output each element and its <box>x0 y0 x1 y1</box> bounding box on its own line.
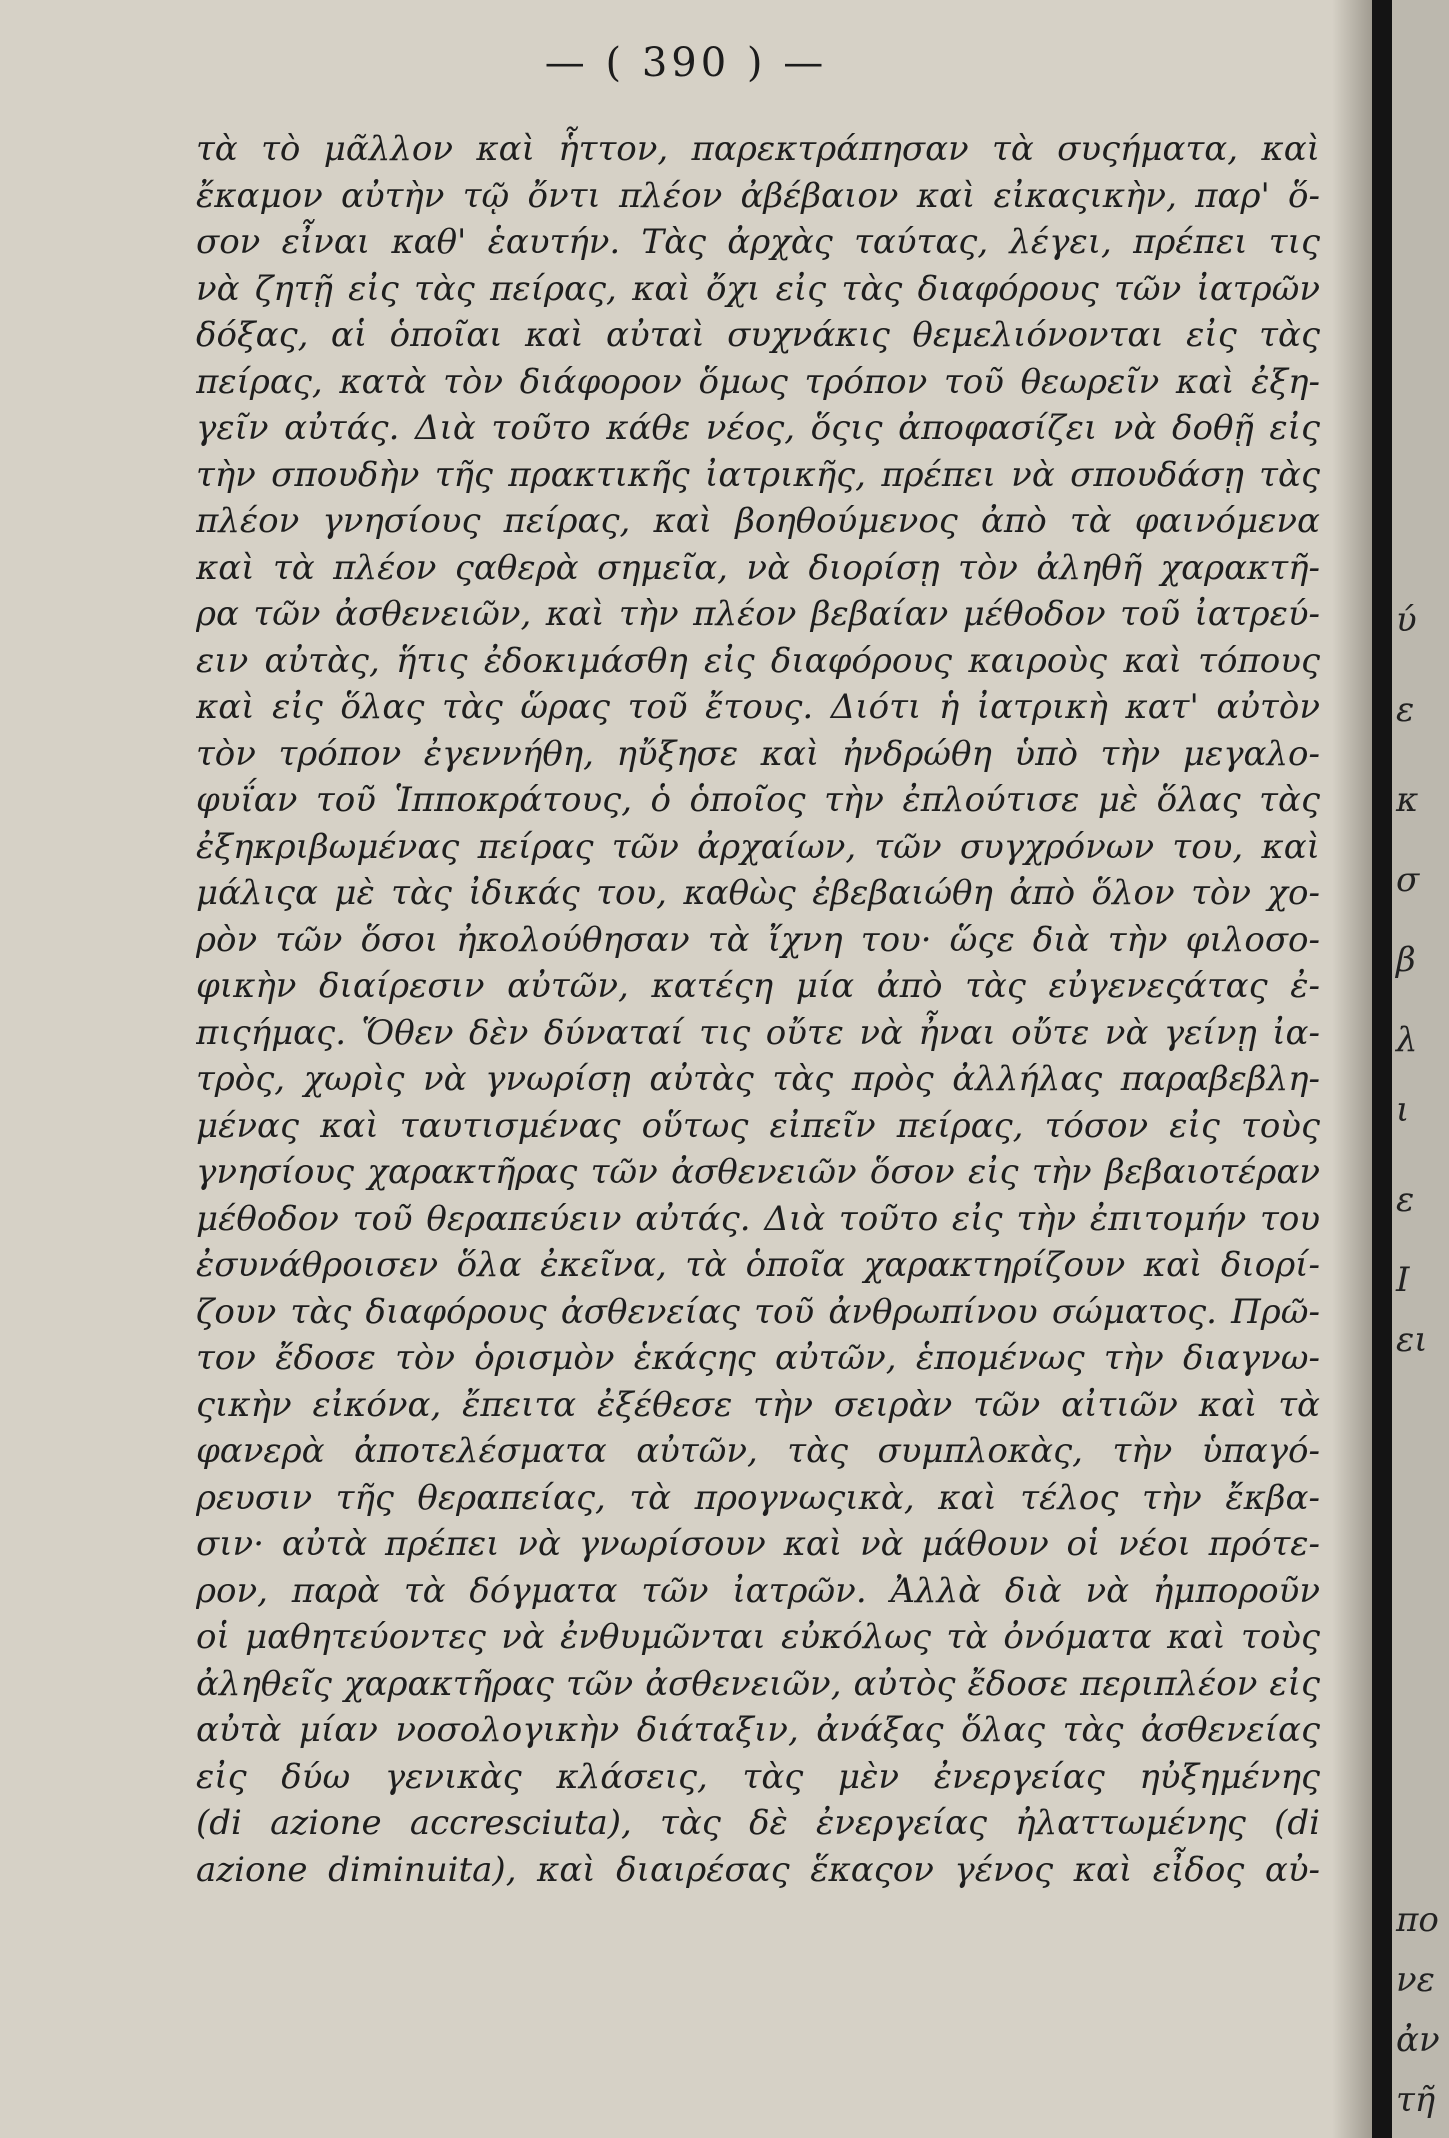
text-line: ρευσιν τῆς θεραπείας, τὰ προγνωςικὰ, καὶ τέλος τὴν ἔκβα- <box>196 1477 1320 1518</box>
text-line: ρα τῶν ἀσθενειῶν, καὶ τὴν πλέον βεβαίαν μέθοδον τοῦ ἰατρεύ- <box>196 594 1320 634</box>
text-line: ζουν τὰς διαφόρους ἀσθενείας τοῦ ἀνθρωπίνου σώματος. Πρῶ- <box>196 1291 1320 1332</box>
page-body <box>196 126 1320 1893</box>
text-line: γνησίους χαρακτῆρας τῶν ἀσθενειῶν ὅσον εἰς τὴν βεβαιοτέραν <box>196 1152 1320 1192</box>
adjacent-page-fragment: τῆ <box>1396 2080 1436 2120</box>
text-line: τρὸς, χωρὶς νὰ γνωρίσῃ αὐτὰς τὰς πρὸς ἀλλήλας παραβεβλη- <box>196 1059 1320 1099</box>
adjacent-page-fragment: β <box>1396 940 1416 980</box>
text-line: φικὴν διαίρεσιν αὐτῶν, κατέςη μία ἀπὸ τὰς εὐγενεςάτας ἐ- <box>196 966 1320 1006</box>
text-line: ἐσυνάθροισεν ὅλα ἐκεῖνα, τὰ ὁποῖα χαρακτηρίζουν καὶ διορί- <box>196 1245 1320 1285</box>
text-line: ρὸν τῶν ὅσοι ἠκολούθησαν τὰ ἴχνη του· ὥςε διὰ τὴν φιλοσο- <box>196 919 1320 960</box>
text-line: ειν αὐτὰς, ἥτις ἐδοκιμάσθη εἰς διαφόρους καιροὺς καὶ τόπους <box>196 640 1320 681</box>
text-line: μάλιςα μὲ τὰς ἰδικάς του, καθὼς ἐβεβαιώθη ἀπὸ ὅλον τὸν χο- <box>196 873 1320 913</box>
text-line: πείρας, κατὰ τὸν διάφορον ὅμως τρόπον τοῦ θεωρεῖν καὶ ἐξη- <box>196 361 1320 402</box>
adjacent-page-fragment: ἀν <box>1396 2020 1440 2060</box>
book-gutter <box>1372 0 1392 2138</box>
adjacent-page-fragment: πο <box>1396 1900 1439 1940</box>
page-header: — ( 390 ) — <box>544 40 828 86</box>
text-line: azione diminuita), καὶ διαιρέσας ἕκαςον γένος καὶ εἶδος αὐ- <box>196 1849 1320 1890</box>
text-line: σον εἶναι καθ' ἑαυτήν. Τὰς ἀρχὰς ταύτας, λέγει, πρέπει τις <box>196 222 1320 262</box>
text-line: σιν· αὐτὰ πρέπει νὰ γνωρίσουν καὶ νὰ μάθουν οἱ νέοι πρότε- <box>196 1524 1320 1564</box>
text-line: νὰ ζητῇ εἰς τὰς πείρας, καὶ ὄχι εἰς τὰς διαφόρους τῶν ἰατρῶν <box>196 268 1320 309</box>
text-line: ςικὴν εἰκόνα, ἔπειτα ἐξέθεσε τὴν σειρὰν τῶν αἰτιῶν καὶ τὰ <box>196 1384 1320 1425</box>
text-line: ρον, παρὰ τὰ δόγματα τῶν ἰατρῶν. Ἀλλὰ διὰ νὰ ἠμποροῦν <box>196 1570 1320 1611</box>
text-line: τὰ τὸ μᾶλλον καὶ ἧττον, παρεκτράπησαν τὰ συςήματα, καὶ <box>196 129 1320 169</box>
text-line: οἱ μαθητεύοντες νὰ ἐνθυμῶνται εὐκόλως τὰ ὀνόματα καὶ τοὺς <box>196 1617 1320 1657</box>
adjacent-page-fragment: σ <box>1396 860 1420 900</box>
text-line: (di azione accresciuta), τὰς δὲ ἐνεργείας ἠλαττωμένης (di <box>196 1803 1320 1843</box>
text-line: μένας καὶ ταυτισμένας οὕτως εἰπεῖν πείρας, τόσον εἰς τοὺς <box>196 1105 1320 1146</box>
adjacent-page-fragment: ε <box>1396 690 1415 730</box>
adjacent-page-fragment: ι <box>1396 1090 1410 1130</box>
text-line: καὶ τὰ πλέον ςαθερὰ σημεῖα, νὰ διορίσῃ τὸν ἀληθῆ χαρακτῆ- <box>196 547 1320 588</box>
text-line: πιςήμας. Ὅθεν δὲν δύναταί τις οὔτε νὰ ἦναι οὔτε νὰ γείνῃ ἰα- <box>196 1012 1320 1053</box>
adjacent-page-edge <box>1392 0 1449 2138</box>
adjacent-page-fragment: Ι <box>1396 1260 1410 1300</box>
text-line: τὴν σπουδὴν τῆς πρακτικῆς ἰατρικῆς, πρέπει νὰ σπουδάσῃ τὰς <box>196 454 1320 495</box>
adjacent-page-fragment: λ <box>1396 1020 1418 1060</box>
text-line: ἔκαμον αὐτὴν τῷ ὄντι πλέον ἀβέβαιον καὶ εἰκαςικὴν, παρ' ὅ- <box>196 175 1320 216</box>
text-line: ἀληθεῖς χαρακτῆρας τῶν ἀσθενειῶν, αὐτὸς ἔδοσε περιπλέον εἰς <box>196 1663 1320 1704</box>
text-line: αὐτὰ μίαν νοσολογικὴν διάταξιν, ἀνάξας ὅλας τὰς ἀσθενείας <box>196 1710 1320 1750</box>
text-line: πλέον γνησίους πείρας, καὶ βοηθούμενος ἀπὸ τὰ φαινόμενα <box>196 501 1320 541</box>
text-line: φυΐαν τοῦ Ἱπποκράτους, ὁ ὁποῖος τὴν ἐπλούτισε μὲ ὅλας τὰς <box>196 780 1320 820</box>
text-line: γεῖν αὐτάς. Διὰ τοῦτο κάθε νέος, ὅςις ἀποφασίζει νὰ δοθῇ εἰς <box>196 408 1320 448</box>
text-line: φανερὰ ἀποτελέσματα αὐτῶν, τὰς συμπλοκὰς, τὴν ὑπαγό- <box>196 1431 1320 1471</box>
adjacent-page-fragment: ε <box>1396 1180 1415 1220</box>
text-line: δόξας, αἱ ὁποῖαι καὶ αὐταὶ συχνάκις θεμελιόνονται εἰς τὰς <box>196 315 1320 355</box>
text-line: ἐξηκριβωμένας πείρας τῶν ἀρχαίων, τῶν συγχρόνων του, καὶ <box>196 826 1320 867</box>
adjacent-page-fragment: ει <box>1396 1320 1428 1360</box>
text-line: εἰς δύω γενικὰς κλάσεις, τὰς μὲν ἐνεργείας ηὐξημένης <box>196 1756 1320 1797</box>
text-line: μέθοδον τοῦ θεραπεύειν αὐτάς. Διὰ τοῦτο εἰς τὴν ἐπιτομήν του <box>196 1198 1320 1239</box>
adjacent-page-fragment: κ <box>1396 780 1419 820</box>
text-line: τὸν τρόπον ἐγεννήθη, ηὔξησε καὶ ἠνδρώθη ὑπὸ τὴν μεγαλο- <box>196 733 1320 774</box>
adjacent-page-fragment: νε <box>1396 1960 1435 2000</box>
text-line: τον ἔδοσε τὸν ὁρισμὸν ἑκάςης αὐτῶν, ἑπομένως τὴν διαγνω- <box>196 1338 1320 1378</box>
text-line: καὶ εἰς ὅλας τὰς ὥρας τοῦ ἔτους. Διότι ἡ ἰατρικὴ κατ' αὐτὸν <box>196 687 1320 727</box>
adjacent-page-fragment: ύ <box>1396 600 1417 640</box>
